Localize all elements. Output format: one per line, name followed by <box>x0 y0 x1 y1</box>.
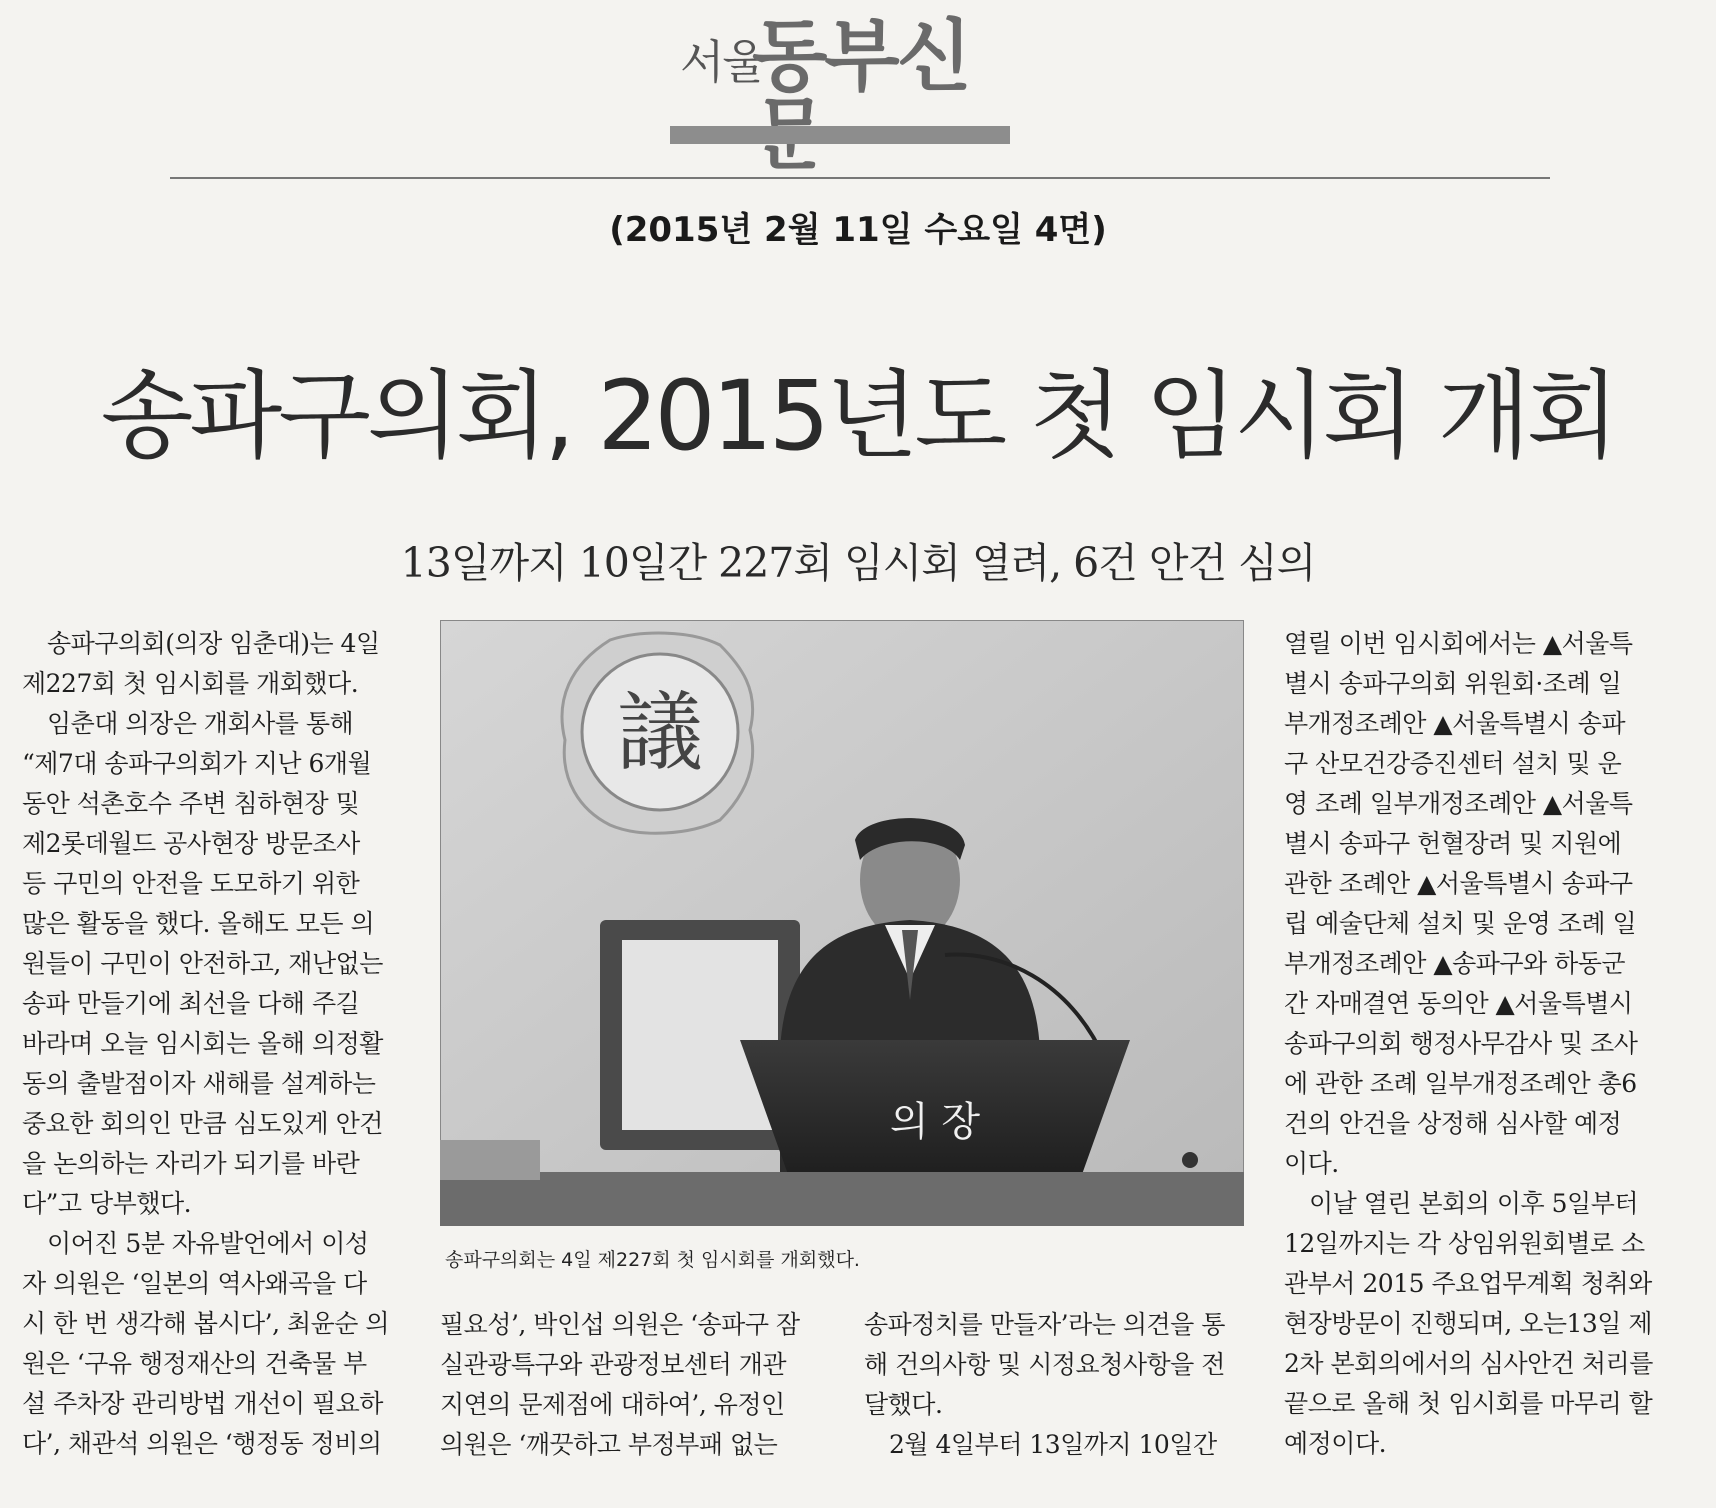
text-line: 립 예술단체 설치 및 운영 조례 일 <box>1284 909 1637 938</box>
emblem-glyph: 議 <box>617 683 703 783</box>
text-line: 등 구민의 안전을 도모하기 위한 <box>22 869 360 898</box>
podium <box>740 1040 1130 1180</box>
text-line: 동안 석촌호수 주변 침하현장 및 <box>22 789 360 818</box>
text-line: 예정이다. <box>1284 1429 1387 1458</box>
text-line: 동의 출발점이자 새해를 설계하는 <box>22 1069 376 1098</box>
text-line: 설 주차장 관리방법 개선이 필요하 <box>22 1389 383 1418</box>
text-line: 열릴 이번 임시회에서는 ▲서울특 <box>1284 629 1633 658</box>
article-column-3 <box>864 1305 1246 1465</box>
text-line: 을 논의하는 자리가 되기를 바란 <box>22 1149 360 1178</box>
newspaper-logo <box>640 12 1030 180</box>
logo-bar <box>670 126 1010 144</box>
article-photo <box>440 620 1244 1226</box>
text-line: 2차 본회의에서의 심사안건 처리를 <box>1284 1349 1653 1378</box>
text-line: 임춘대 의장은 개회사를 통해 <box>47 709 354 738</box>
text-line: 현장방문이 진행되며, 오는13일 제 <box>1284 1309 1653 1338</box>
text-line: 원들이 구민이 안전하고, 재난없는 <box>22 949 383 978</box>
text-line: 중요한 회의인 만큼 심도있게 안건 <box>22 1109 383 1138</box>
text-line: 12일까지는 각 상임위원회별로 소 <box>1284 1229 1645 1258</box>
council-emblem <box>562 633 753 833</box>
text-line: 다’, 채관석 의원은 ‘행정동 정비의 <box>22 1429 382 1458</box>
article-subheadline: 13일까지 10일간 227회 임시회 열려, 6건 안건 심의 <box>400 539 1316 587</box>
article-column-2 <box>440 1305 822 1465</box>
text-line: 관부서 2015 주요업무계획 청취와 <box>1284 1269 1652 1298</box>
text-line: 별시 송파구 헌혈장려 및 지원에 <box>1284 829 1622 858</box>
text-line: 송파정치를 만들자’라는 의견을 통 <box>864 1310 1225 1339</box>
text-line: 제227회 첫 임시회를 개회했다. <box>22 669 359 698</box>
text-line: 이어진 5분 자유발언에서 이성 <box>47 1229 369 1258</box>
photo-caption: 송파구의회는 4일 제227회 첫 임시회를 개회했다. <box>445 1249 860 1271</box>
text-line: 해 건의사항 및 시정요청사항을 전 <box>864 1350 1225 1379</box>
text-line: 부개정조례안 ▲서울특별시 송파 <box>1284 709 1626 738</box>
text-line: 자 의원은 ‘일본의 역사왜곡을 다 <box>22 1269 367 1298</box>
text-line: 달했다. <box>864 1390 943 1419</box>
text-line: 바라며 오늘 임시회는 올해 의정활 <box>22 1029 383 1058</box>
podium-sign: 의 장 <box>890 1099 980 1145</box>
text-line: 원은 ‘구유 행정재산의 건축물 부 <box>22 1349 367 1378</box>
text-line: 송파구의회(의장 임춘대)는 4일 <box>47 629 380 658</box>
text-line: 의원은 ‘깨끗하고 부정부패 없는 <box>440 1430 778 1459</box>
text-line: 부개정조례안 ▲송파구와 하동군 <box>1284 949 1626 978</box>
text-line: 실관광특구와 관광정보센터 개관 <box>440 1350 786 1379</box>
article-headline: 송파구의회, 2015년도 첫 임시회 개회 <box>100 360 1616 472</box>
text-line: 제2롯데월드 공사현장 방문조사 <box>22 829 360 858</box>
desk <box>440 1172 1244 1226</box>
article-column-1 <box>22 624 414 1464</box>
text-line: 이다. <box>1284 1149 1339 1178</box>
text-line: “제7대 송파구의회가 지난 6개월 <box>22 749 372 778</box>
text-line: 많은 활동을 했다. 올해도 모든 의 <box>22 909 375 938</box>
article-column-4 <box>1284 624 1680 1464</box>
edition-date: (2015년 2월 11일 수요일 4면) <box>609 210 1107 250</box>
chair-cushion <box>622 940 778 1130</box>
text-line: 별시 송파구의회 위원회·조례 일 <box>1284 669 1622 698</box>
text-line: 간 자매결연 동의안 ▲서울특별시 <box>1284 989 1633 1018</box>
text-line: 건의 안건을 상정해 심사할 예정 <box>1284 1109 1622 1138</box>
text-line: 끝으로 올해 첫 임시회를 마무리 할 <box>1284 1389 1653 1418</box>
text-line: 관한 조례안 ▲서울특별시 송파구 <box>1284 869 1633 898</box>
desk-microphone <box>1182 1152 1198 1168</box>
text-line: 필요성’, 박인섭 의원은 ‘송파구 잠 <box>440 1310 800 1339</box>
text-line: 2월 4일부터 13일까지 10일간 <box>889 1430 1217 1459</box>
text-line: 에 관한 조례 일부개정조례안 총6 <box>1284 1069 1637 1098</box>
text-line: 구 산모건강증진센터 설치 및 운 <box>1284 749 1622 778</box>
logo-main-text: 동부신문 <box>752 12 970 180</box>
monitor <box>440 1140 540 1180</box>
logo-small-text: 서울 <box>680 35 765 89</box>
text-line: 시 한 번 생각해 봅시다’, 최윤순 의 <box>22 1309 390 1338</box>
text-line: 이날 열린 본회의 이후 5일부터 <box>1309 1189 1638 1218</box>
text-line: 송파구의회 행정사무감사 및 조사 <box>1284 1029 1638 1058</box>
text-line: 지연의 문제점에 대하여’, 유정인 <box>440 1390 785 1419</box>
masthead-rule <box>170 177 1550 179</box>
text-line: 다”고 당부했다. <box>22 1189 192 1218</box>
text-line: 영 조례 일부개정조례안 ▲서울특 <box>1284 789 1633 818</box>
text-line: 송파 만들기에 최선을 다해 주길 <box>22 989 360 1018</box>
